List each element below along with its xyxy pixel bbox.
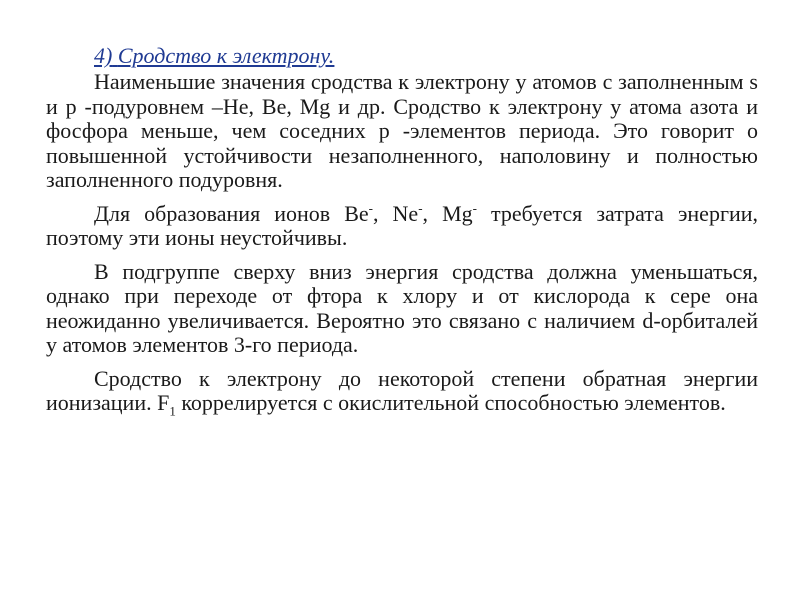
p4-tail: коррелируется с окислительной способностью элементов. [175, 390, 726, 415]
f1-subscript: 1 [169, 403, 176, 419]
heading-text: Сродство к электрону. [117, 43, 335, 68]
ion-ne: Ne [392, 200, 419, 226]
ion-be-charge: - [368, 200, 373, 216]
paragraph-2 [46, 202, 758, 251]
p4-lead: Сродство к электрону до некоторой степени обратная энергии ионизации. F [46, 365, 758, 415]
ion-mg-charge: - [472, 200, 477, 216]
ion-be: Be [344, 200, 369, 226]
slide-content [46, 43, 759, 419]
section-heading [46, 44, 758, 68]
p2-tail: требуется затрата энергии, поэтому эти ионы неустойчивы. [46, 200, 759, 250]
paragraph-1: Наименьшие значения сродства к электрону у атомов с заполненным s и p -подуровнем –He, Be, Mg и др. Сродство к электрону у атома азота и фосфора меньше, чем соседних p -элементов периода. Это говорит о повышенной устойчивости незаполненного, наполовину и полностью заполненного подуровня. [46, 69, 758, 192]
ion-sep-1: , [373, 200, 393, 226]
ion-ne-charge: - [418, 200, 423, 216]
heading-label [94, 43, 334, 68]
paragraph-4 [46, 365, 758, 419]
ion-sep-2: , [422, 200, 443, 226]
heading-number: 4) [94, 43, 113, 68]
p2-lead: Для образования ионов [94, 200, 345, 226]
paragraph-3: В подгруппе сверху вниз энергия сродства должна уменьшаться, однако при переходе от фтора к хлору и от кислорода к сере она неожиданно увеличивается. Вероятно это связано с наличием d-орбиталей у атомов элементов 3-го периода. [46, 258, 758, 357]
ion-mg: Mg [442, 200, 473, 226]
